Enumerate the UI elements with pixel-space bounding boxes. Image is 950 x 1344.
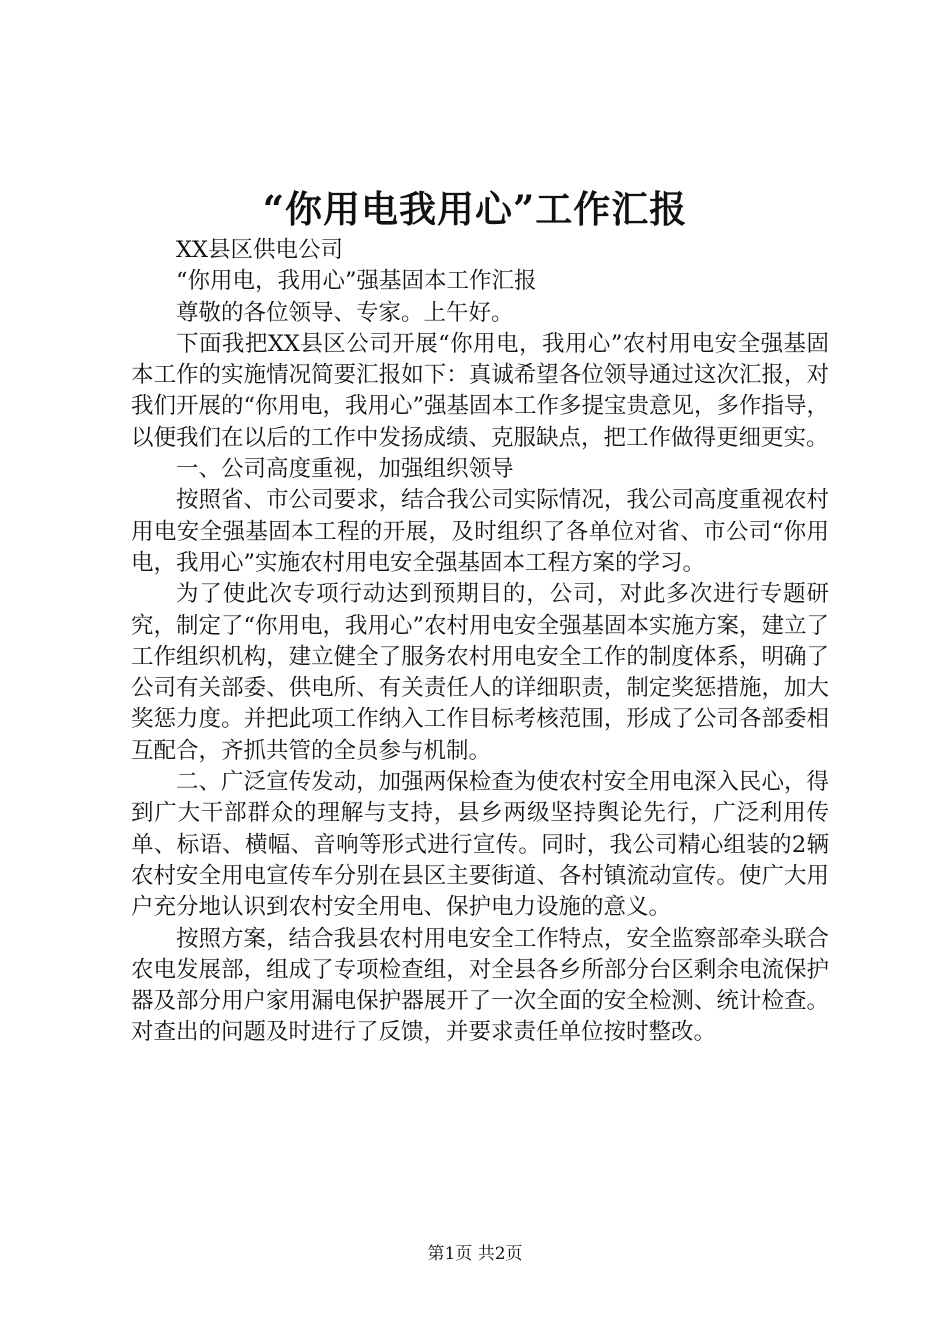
- paragraph-body: 为了使此次专项行动达到预期目的，公司，对此多次进行专题研究，制定了“你用电，我用心”农村用电安全强基固本实施方案，建立了工作组织机构，建立健全了服务农村用电安全工作的制度体系，明确了公司有关部委、供电所、有关责任人的详细职责，制定奖惩措施，加大奖惩力度。并把此项工作纳入工作目标考核范围，形成了公司各部委相互配合，齐抓共管的全员参与机制。: [131, 581, 830, 764]
- section-heading-1: 一、公司高度重视，加强组织领导: [176, 456, 514, 483]
- paragraph-intro: 下面我把XX县区公司开展“你用电，我用心”农村用电安全强基固本工作的实施情况简要汇报如下：真诚希望各位领导通过这次汇报，对我们开展的“你用电，我用心”强基固本工作多提宝贵意见，多作指导，以便我们在以后的工作中发扬成绩、克服缺点，把工作做得更细更实。: [131, 330, 830, 451]
- paragraph-greeting: 尊敬的各位领导、专家。上午好。: [176, 299, 514, 326]
- document-body: [131, 235, 829, 1049]
- paragraph-body: 按照省、市公司要求，结合我公司实际情况，我公司高度重视农村用电安全强基固本工程的开展，及时组织了各单位对省、市公司“你用电，我用心”实施农村用电安全强基固本工程方案的学习。: [131, 487, 829, 576]
- paragraph-report-title: “你用电，我用心”强基固本工作汇报: [176, 268, 537, 295]
- paragraph-body: 按照方案，结合我县农村用电安全工作特点，安全监察部牵头联合农电发展部，组成了专项检查组，对全县各乡所部分台区剩余电流保护器及部分用户家用漏电保护器展开了一次全面的安全检测、统计检查。对查出的问题及时进行了反馈，并要求责任单位按时整改。: [131, 925, 829, 1046]
- paragraph-company: XX县区供电公司: [176, 237, 344, 263]
- paragraph-section-2: 二、广泛宣传发动，加强两保检查为使农村安全用电深入民心，得到广大干部群众的理解与支持，县乡两级坚持舆论先行，广泛利用传单、标语、横幅、音响等形式进行宣传。同时，我公司精心组装的2辆农村安全用电宣传车分别在县区主要街道、各村镇流动宣传。使广大用户充分地认识到农村安全用电、保护电力设施的意义。: [131, 769, 829, 921]
- page-footer: 第1页 共2页: [427, 1244, 523, 1264]
- document-title: “你用电我用心”工作汇报: [262, 187, 688, 231]
